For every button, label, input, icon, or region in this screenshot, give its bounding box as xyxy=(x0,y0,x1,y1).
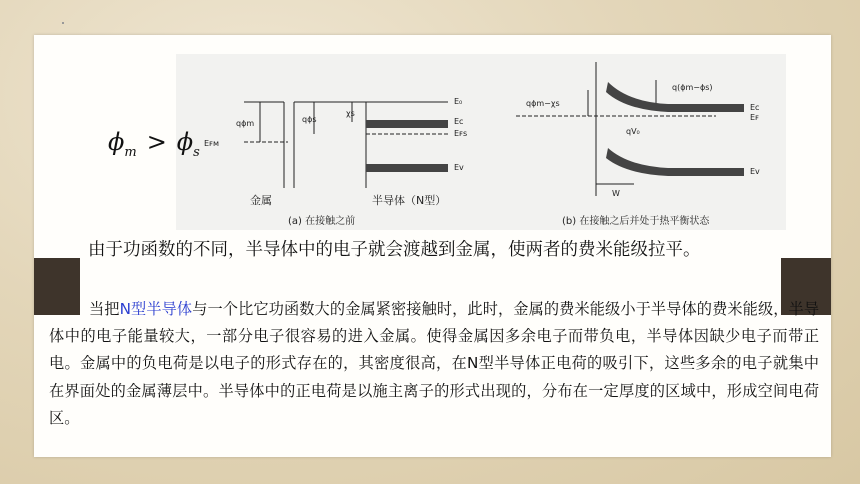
n-type-link[interactable]: N型半导体 xyxy=(119,300,193,318)
label-ef: Eꜰ xyxy=(750,113,759,122)
caption-left: (a) 在接触之前 xyxy=(288,216,356,227)
explanation-paragraph xyxy=(49,296,819,432)
label-semiconductor: 半导体（N型） xyxy=(372,194,447,207)
label-ev-right: Eᴠ xyxy=(750,167,760,176)
greater-than: > xyxy=(146,128,167,156)
label-efs: Eꜰs xyxy=(454,129,468,138)
label-ec-right: Eᴄ xyxy=(750,103,760,112)
label-chi: χs xyxy=(346,109,355,118)
label-barrier: q(ϕm−ϕs) xyxy=(672,83,713,92)
label-e0: E₀ xyxy=(454,97,463,106)
label-ev-left: Eᴠ xyxy=(454,163,464,172)
ec-band-left xyxy=(366,120,448,128)
label-q-phi-s: qϕs xyxy=(302,115,317,124)
decor-dot xyxy=(62,22,64,24)
phi-symbol-s: ϕ xyxy=(176,128,194,156)
paragraph-after: 与一个比它功函数大的金属紧密接触时，此时，金属的费米能级小于半导体的费米能级，半导体中的电子能量较大，一部分电子很容易的进入金属。使得金属因多余电子而带负电，半导体因缺少电子而带正电。金属中的负电荷是以电子的形式存在的，其密度很高，在N型半导体正电荷的吸引下，这些多余的电子就集中在界面处的金属薄层中。半导体中的正电荷是以施主离子的形式出现的，分布在一定厚度的区域中，形成空间电荷区。 xyxy=(49,300,820,427)
paragraph-before: 当把 xyxy=(89,300,120,318)
energy-band-diagram xyxy=(176,54,786,230)
phi-symbol-m: ϕ xyxy=(108,128,125,156)
subscript-m: m xyxy=(124,144,137,160)
work-function-inequality xyxy=(108,128,200,160)
label-metal: 金属 xyxy=(250,194,272,207)
summary-text: 由于功函数的不同，半导体中的电子就会渡越到金属，使两者的费米能级拉平。 xyxy=(88,240,701,260)
ev-band-right xyxy=(606,148,744,176)
subscript-s: s xyxy=(193,144,200,160)
ev-band-left xyxy=(366,164,448,172)
caption-right: (b) 在接触之后并处于热平衡状态 xyxy=(562,216,710,227)
label-qv0: qV₀ xyxy=(626,127,640,136)
label-ec-left: Eᴄ xyxy=(454,117,464,126)
label-w: W xyxy=(612,189,620,198)
label-phi-chi: qϕm−χs xyxy=(526,99,560,108)
energy-band-figure xyxy=(176,54,786,230)
label-q-phi-m: qϕm xyxy=(236,119,255,128)
label-efm: Eꜰᴍ xyxy=(204,139,220,148)
